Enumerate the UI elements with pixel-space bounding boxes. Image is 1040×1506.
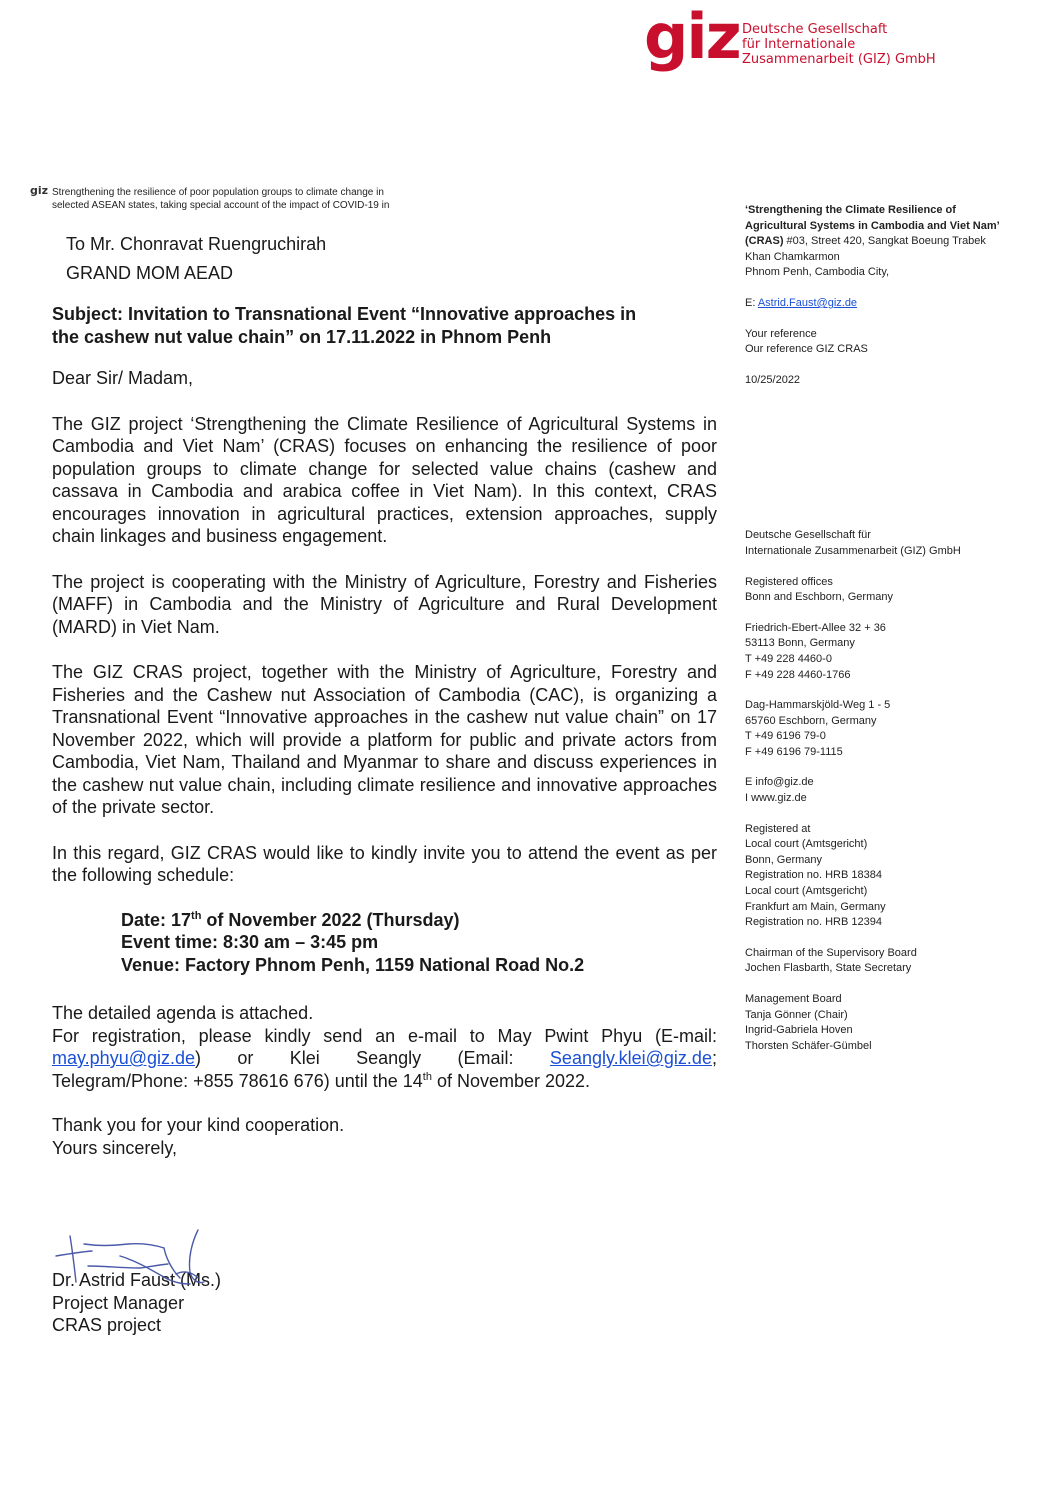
reg-close-paren: ) [195, 1048, 202, 1068]
sidebar-contact-web: I www.giz.de [745, 792, 807, 805]
sidebar-mgmt-2: Ingrid-Gabriela Hoven [745, 1024, 853, 1037]
giz-logo [644, 0, 936, 84]
email-link-seangly[interactable]: Seangly.klei@giz.de [549, 1048, 712, 1068]
sidebar-bonn-phone: T +49 228 4460-0 [745, 652, 832, 665]
paragraph-cooperation: The project is cooperating with the Ministry of Agriculture, Forestry and Fisheries (MAFF) in Cambodia and the Ministry of Agriculture and Rural Development (MARD) in Viet Nam. [52, 571, 717, 637]
registration-email-group-1 [52, 1047, 201, 1070]
giz-logo-mark: giz [644, 0, 740, 73]
sidebar-cras-bold: (CRAS) [745, 235, 784, 248]
sidebar-mgmt-3: Thorsten Schäfer-Gümbel [745, 1039, 872, 1052]
sidebar-date: 10/25/2022 [745, 373, 801, 386]
paragraph-invitation: In this regard, GIZ CRAS would like to kindly invite you to attend the event as per the following schedule: [52, 842, 717, 885]
giz-logo-org-name [742, 22, 936, 67]
reg-email-label: (Email: [457, 1048, 514, 1068]
sidebar-project-l2: Agricultural Systems in Cambodia and Viet Nam’ [745, 219, 1000, 232]
signer-project: CRAS project [52, 1315, 162, 1335]
sidebar-court-2: Local court (Amtsgericht) [745, 885, 868, 898]
sidebar-address-city: Phnom Penh, Cambodia City, [745, 266, 890, 279]
reg-line3-pre: Telegram/Phone: +855 78616 676) until the 14 [52, 1070, 423, 1091]
project-header-line-1: Strengthening the resilience of poor population groups to climate change in [52, 187, 384, 198]
schedule-date [121, 909, 717, 932]
sidebar-eschborn-phone: T +49 6196 79-0 [745, 730, 826, 743]
sidebar-eschborn-city: 65760 Eschborn, Germany [745, 714, 877, 727]
schedule-venue: Venue: Factory Phnom Penh, 1159 National Road No.2 [121, 954, 585, 975]
schedule-date-sup: th [191, 909, 202, 922]
sidebar-reg-offices: Registered offices [745, 575, 833, 588]
closing-thanks: Thank you for your kind cooperation. [52, 1115, 345, 1135]
agenda-note: The detailed agenda is attached. [52, 1003, 314, 1023]
sidebar-email-label: E: [745, 296, 758, 309]
sidebar-court-2-city: Frankfurt am Main, Germany [745, 900, 886, 913]
paragraph-project-intro: The GIZ project ‘Strengthening the Climate Resilience of Agricultural Systems in Cambodia and Viet Nam’ (CRAS) focuses on enhancing the resilience of poor population groups to climate change for selected value chains (cashew and cassava in Cambodia and arabica coffee in Viet Nam). In this context, CRAS encourages innovation in agricultural practices, extension approaches, supply chain linkages and business engagement. [52, 413, 717, 546]
reg-seangly: Seangly [356, 1048, 422, 1068]
recipient-company: GRAND MOM AEAD [66, 262, 234, 283]
sidebar-address-street: #03, Street 420, Sangkat Boeung Trabek [783, 235, 986, 248]
sidebar-your-reference: Your reference [745, 327, 817, 340]
schedule-date-post: of November 2022 (Thursday) [201, 909, 460, 930]
sidebar-our-reference: Our reference GIZ CRAS [745, 343, 868, 356]
org-line-1: Deutsche Gesellschaft [742, 22, 888, 37]
project-header-line-2: selected ASEAN states, taking special account of the impact of COVID-19 in [52, 200, 390, 211]
sidebar-board-chair: Chairman of the Supervisory Board [745, 946, 917, 959]
letter-body [52, 233, 717, 1337]
reg-line3-sup: th [422, 1070, 432, 1083]
sidebar-court-1-reg: Registration no. HRB 18384 [745, 869, 882, 882]
org-line-2: für Internationale [742, 37, 856, 52]
sidebar-contact-email: E info@giz.de [745, 776, 814, 789]
signer-name: Dr. Astrid Faust (Ms.) [52, 1270, 222, 1290]
sidebar-eschborn-fax: F +49 6196 79-1115 [745, 745, 843, 758]
sidebar-eschborn-street: Dag-Hammarskjöld-Weg 1 - 5 [745, 699, 891, 712]
sidebar-mgmt-1: Tanja Gönner (Chair) [745, 1008, 848, 1021]
sidebar-court-1-city: Bonn, Germany [745, 853, 823, 866]
reg-or: or [237, 1048, 254, 1068]
sidebar-company-l1: Deutsche Gesellschaft für [745, 529, 871, 542]
registration-email-group-2 [550, 1047, 717, 1070]
reg-line3-post: of November 2022. [431, 1070, 591, 1091]
registration-line-1: For registration, please kindly send an e-mail to May Pwint Phyu (E-mail: [52, 1025, 717, 1046]
giz-mini-logo: giz [30, 184, 49, 197]
registration-line-3 [52, 1070, 717, 1093]
closing-sincerely: Yours sincerely, [52, 1137, 178, 1158]
sidebar-bonn-fax: F +49 228 4460-1766 [745, 668, 851, 681]
sidebar-court-2-reg: Registration no. HRB 12394 [745, 916, 882, 929]
sidebar-project-l1: ‘Strengthening the Climate Resilience of [745, 204, 956, 216]
sidebar-bonn-city: 53113 Bonn, Germany [745, 637, 855, 650]
reg-klei: Klei [289, 1048, 320, 1068]
schedule-date-pre: Date: 17 [121, 909, 192, 930]
sidebar-project-l3 [745, 234, 1030, 250]
paragraph-event: The GIZ CRAS project, together with the Ministry of Agriculture, Forestry and Fisheries and the Cashew nut Association of Cambodia (CAC), is organizing a Transnational Event “Innovative approaches in the cashew nut value chain” on 17 November 2022, which will provide a platform for public and private actors from Cambodia, Viet Nam, Thailand and Myanmar to share and discuss experiences in the cashew nut value chain, including climate resilience and innovative approaches of the private sector. [52, 662, 717, 817]
sidebar-email-row [745, 296, 1030, 312]
sidebar-court-1: Local court (Amtsgericht) [745, 838, 868, 851]
sidebar-board-chair-name: Jochen Flasbarth, State Secretary [745, 962, 912, 975]
salutation: Dear Sir/ Madam, [52, 368, 194, 388]
registration-line-2 [52, 1047, 717, 1070]
signer-title: Project Manager [52, 1292, 185, 1313]
sidebar-mgmt-title: Management Board [745, 993, 842, 1005]
sidebar-address-khan: Khan Chamkarmon [745, 250, 840, 263]
sidebar-company-l2: Internationale Zusammenarbeit (GIZ) GmbH [745, 544, 961, 557]
event-schedule [121, 909, 717, 977]
subject-line-2: the cashew nut value chain” on 17.11.2022 in Phnom Penh [52, 326, 552, 347]
sidebar-email-link[interactable]: Astrid.Faust@giz.de [757, 296, 858, 309]
schedule-time: Event time: 8:30 am – 3:45 pm [121, 932, 379, 952]
sidebar-bonn-street: Friedrich-Ebert-Allee 32 + 36 [745, 621, 886, 634]
sidebar-reg-offices-cities: Bonn and Eschborn, Germany [745, 591, 893, 604]
handwritten-signature [48, 1218, 218, 1298]
org-line-3: Zusammenarbeit (GIZ) GmbH [742, 52, 936, 67]
letterhead-sidebar [745, 203, 1030, 1054]
subject-line-1: Subject: Invitation to Transnational Event “Innovative approaches in [52, 304, 637, 324]
reg-semicolon: ; [711, 1048, 717, 1068]
sidebar-registered-at: Registered at [745, 822, 811, 835]
recipient-name: To Mr. Chonravat Ruengruchirah [66, 234, 327, 254]
email-link-may-phyu[interactable]: may.phyu@giz.de [52, 1048, 196, 1068]
